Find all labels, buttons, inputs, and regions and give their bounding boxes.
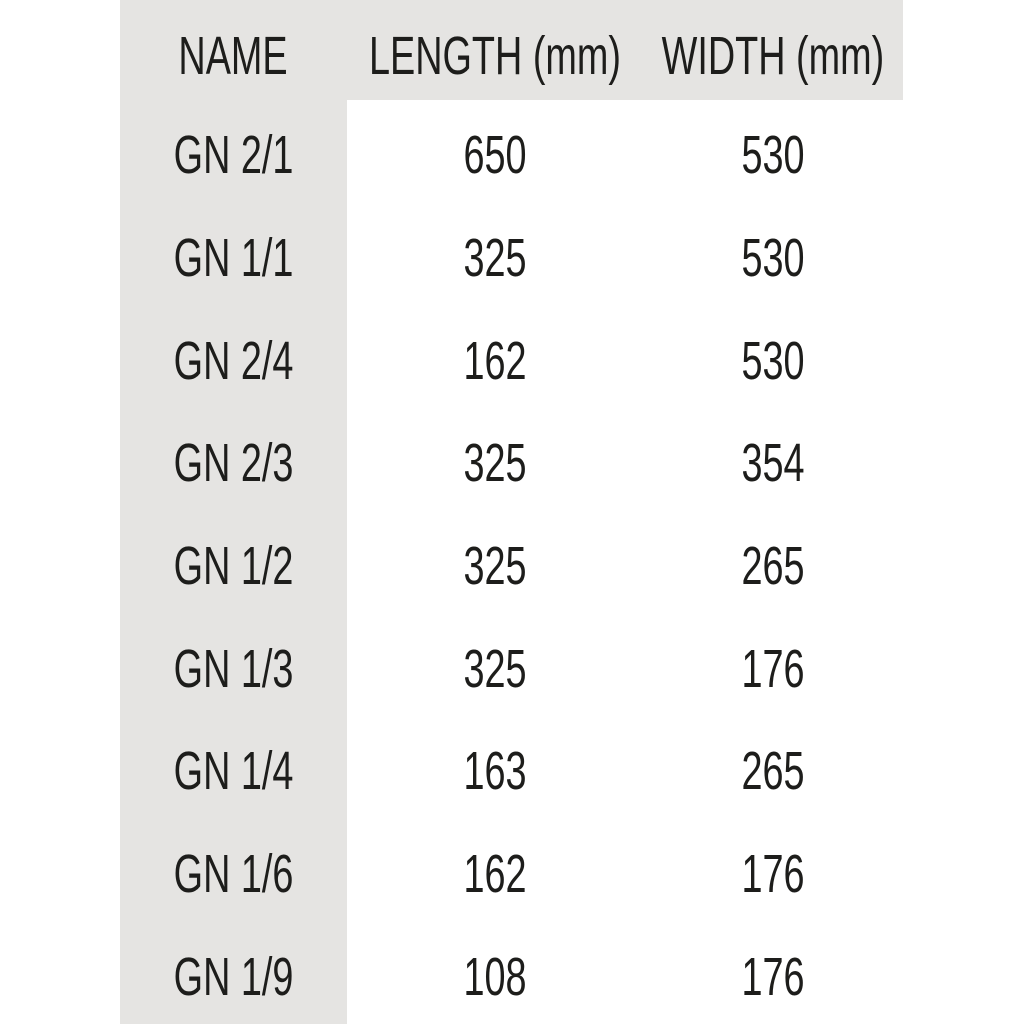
row-name-value: GN 2/4 [173, 330, 294, 391]
row-length-value: 162 [463, 844, 527, 905]
row-name-value: GN 1/4 [173, 741, 294, 802]
row-name-value: GN 2/1 [173, 125, 294, 186]
row-length-value: 325 [463, 433, 527, 494]
table-row [120, 819, 903, 922]
table-row [120, 921, 903, 1024]
cell-length [347, 511, 643, 614]
table-row [120, 100, 903, 203]
cell-width [643, 716, 903, 819]
table-row [120, 203, 903, 306]
table-header-row [120, 0, 903, 100]
header-label-length: LENGTH (mm) [369, 26, 621, 86]
row-length-value: 325 [463, 536, 527, 597]
cell-length [347, 716, 643, 819]
table-row [120, 613, 903, 716]
table-row [120, 716, 903, 819]
cell-width [643, 408, 903, 511]
row-name-value: GN 1/2 [173, 536, 294, 597]
row-width-value: 265 [741, 741, 805, 802]
table-row [120, 511, 903, 614]
cell-name [120, 613, 347, 716]
cell-width [643, 100, 903, 203]
cell-length [347, 408, 643, 511]
cell-width [643, 819, 903, 922]
row-width-value: 530 [741, 330, 805, 391]
row-name-value: GN 1/1 [173, 228, 294, 288]
cell-length [347, 819, 643, 922]
row-width-value: 265 [741, 536, 805, 597]
row-length-value: 325 [463, 638, 527, 699]
row-width-value: 176 [741, 638, 805, 699]
header-cell-name [120, 0, 347, 100]
table-row [120, 305, 903, 408]
row-width-value: 530 [741, 125, 805, 186]
cell-width [643, 511, 903, 614]
row-length-value: 650 [463, 125, 527, 186]
header-cell-width [643, 0, 903, 100]
header-label-width: WIDTH (mm) [661, 26, 885, 86]
row-name-value: GN 1/3 [173, 638, 294, 699]
row-length-value: 325 [463, 228, 527, 288]
header-label-name: NAME [178, 26, 289, 86]
cell-width [643, 203, 903, 306]
table-row [120, 408, 903, 511]
cell-name [120, 203, 347, 306]
row-length-value: 163 [463, 741, 527, 802]
header-cell-length [347, 0, 643, 100]
row-width-value: 530 [741, 228, 805, 288]
cell-width [643, 921, 903, 1024]
cell-width [643, 305, 903, 408]
row-width-value: 354 [741, 433, 805, 494]
row-name-value: GN 1/6 [173, 844, 294, 905]
cell-name [120, 305, 347, 408]
cell-name [120, 819, 347, 922]
cell-name [120, 716, 347, 819]
cell-name [120, 100, 347, 203]
size-table [120, 0, 903, 1024]
cell-length [347, 921, 643, 1024]
cell-name [120, 511, 347, 614]
cell-length [347, 203, 643, 306]
row-name-value: GN 1/9 [173, 946, 294, 1007]
row-name-value: GN 2/3 [173, 433, 294, 494]
cell-length [347, 100, 643, 203]
cell-name [120, 921, 347, 1024]
row-length-value: 162 [463, 330, 527, 391]
row-length-value: 108 [463, 946, 527, 1007]
row-width-value: 176 [741, 844, 805, 905]
cell-length [347, 613, 643, 716]
row-width-value: 176 [741, 946, 805, 1007]
cell-name [120, 408, 347, 511]
cell-width [643, 613, 903, 716]
cell-length [347, 305, 643, 408]
